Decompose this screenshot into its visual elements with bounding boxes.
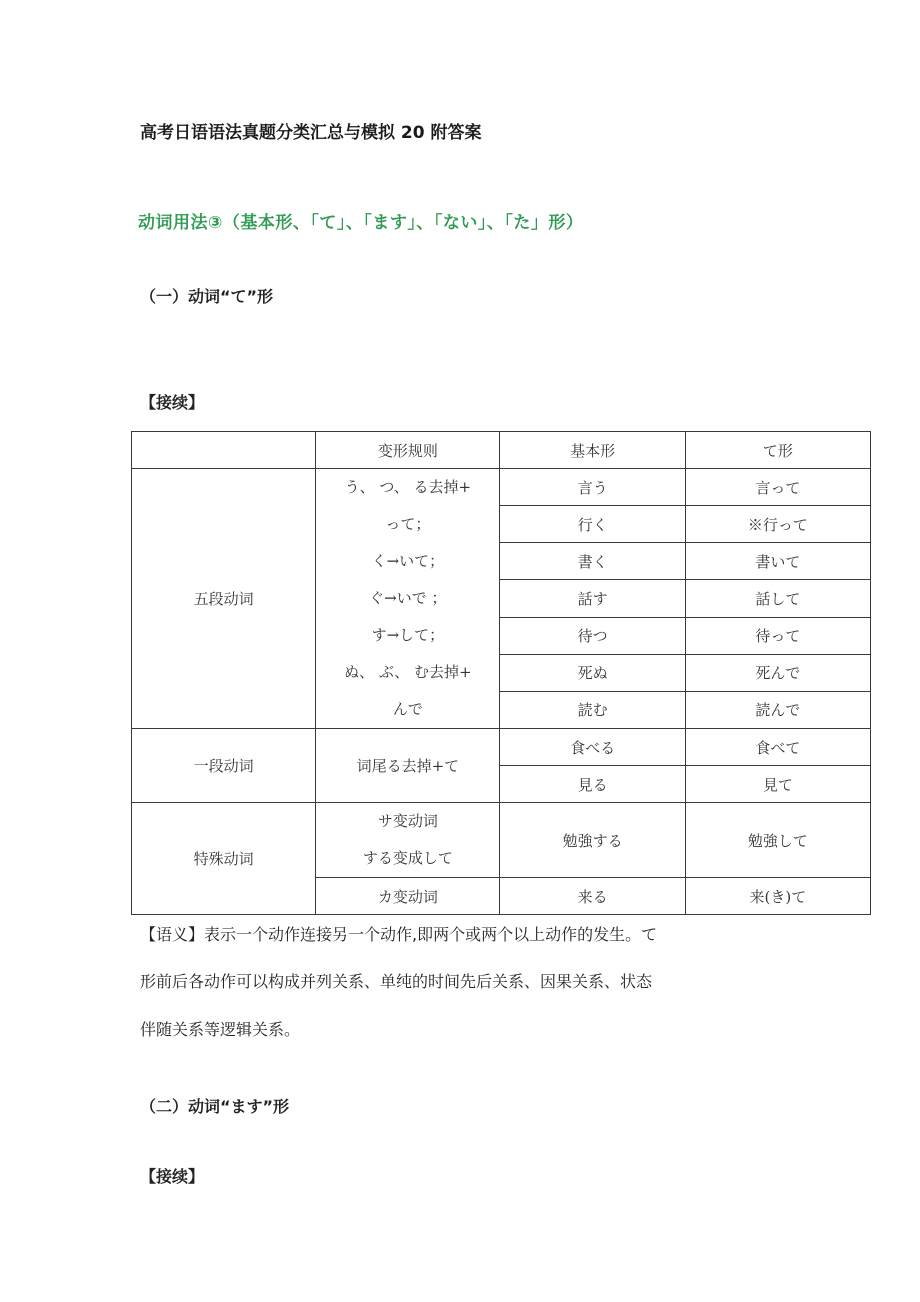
ichidan-label: 一段动词 — [132, 729, 316, 803]
document-title: 高考日语语法真题分类汇总与模拟 20 附答案 — [140, 123, 482, 143]
part2-heading: （二）动词“ます”形 — [140, 1097, 290, 1116]
godan-label: 五段动词 — [132, 469, 316, 729]
sa-rule-line1: サ变动词 — [377, 812, 438, 830]
te-form-cell: ※行って — [685, 506, 870, 543]
part1-jiexu-label: 【接续】 — [140, 393, 205, 412]
base-form-cell: 待つ — [500, 617, 685, 654]
special-label: 特殊动词 — [132, 803, 316, 915]
rule-line: す→して； — [371, 626, 445, 644]
te-form-cell: 勉強して — [685, 803, 870, 878]
rule-line: く→いて； — [371, 552, 445, 570]
rule-line: んで — [392, 700, 423, 718]
ichidan-rule: 词尾る去掉+て — [316, 729, 500, 803]
meaning-line: 形前后各动作可以构成并列关系、单纯的时间先后关系、因果关系、状态 — [140, 972, 653, 991]
base-form-cell: 死ぬ — [500, 654, 685, 691]
base-form-cell: 来る — [500, 878, 685, 915]
header-cell: 基本形 — [500, 432, 685, 469]
base-form-cell: 勉強する — [500, 803, 685, 878]
godan-rule-cell — [316, 469, 500, 729]
te-form-cell: 見て — [685, 766, 870, 803]
table-row — [132, 729, 871, 766]
rule-line: ぐ→いで ； — [369, 589, 447, 607]
te-form-cell: 待って — [685, 617, 870, 654]
base-form-cell: 見る — [500, 766, 685, 803]
section-heading: 动词用法③（基本形、「て」、「ます」、「ない」、「た」形） — [138, 213, 584, 233]
header-cell — [132, 432, 316, 469]
sa-rule-line2: する变成して — [362, 849, 453, 867]
te-form-cell: 食べて — [685, 729, 870, 766]
rule-line: って； — [385, 515, 431, 533]
header-cell: 变形规则 — [316, 432, 500, 469]
part2-jiexu-label: 【接续】 — [140, 1167, 205, 1186]
rule-line: ぬ、 ぶ、 む去掉+ — [344, 663, 472, 681]
te-form-cell: 書いて — [685, 543, 870, 580]
base-form-cell: 読む — [500, 691, 685, 728]
header-cell: て形 — [685, 432, 870, 469]
te-form-cell: 言って — [685, 469, 870, 506]
rule-line: う、 つ、 る去掉+ — [344, 478, 472, 496]
ka-rule-cell: カ变动词 — [316, 878, 500, 915]
table-row — [132, 803, 871, 878]
base-form-cell: 書く — [500, 543, 685, 580]
base-form-cell: 食べる — [500, 729, 685, 766]
te-form-table — [131, 431, 871, 915]
table-row — [132, 469, 871, 506]
base-form-cell: 行く — [500, 506, 685, 543]
te-form-cell: 話して — [685, 580, 870, 617]
base-form-cell: 言う — [500, 469, 685, 506]
te-form-cell: 読んで — [685, 691, 870, 728]
table-header-row — [132, 432, 871, 469]
base-form-cell: 話す — [500, 580, 685, 617]
meaning-line: 【语义】表示一个动作连接另一个动作,即两个或两个以上动作的发生。て — [140, 925, 658, 944]
sa-rule-cell — [316, 803, 500, 878]
te-form-cell: 来(き)て — [685, 878, 870, 915]
part1-heading: （一）动词“て”形 — [140, 287, 274, 306]
te-form-cell: 死んで — [685, 654, 870, 691]
meaning-line: 伴随关系等逻辑关系。 — [140, 1020, 301, 1039]
